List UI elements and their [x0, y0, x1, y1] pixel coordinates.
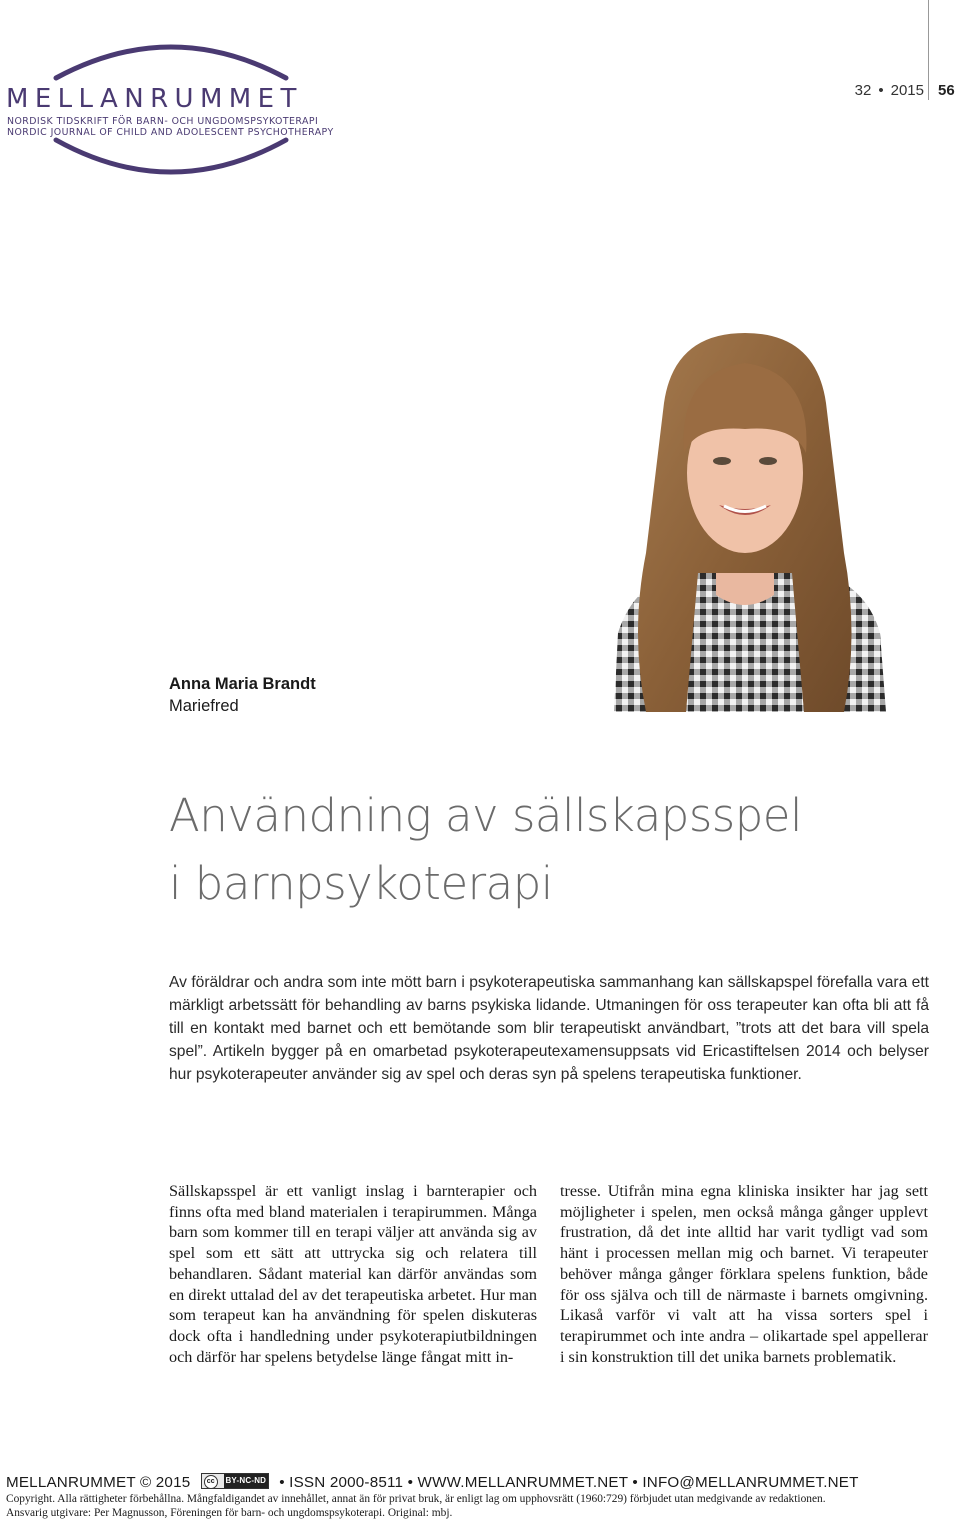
- header-divider: [928, 0, 929, 100]
- footer-bullet: •: [407, 1474, 414, 1491]
- copyright-notice: Copyright. Alla rättigheter förbehållna. Mångfaldigandet av innehållet, annat än för privat bruk, är enligt lag om upphovsrätt (1960:729) förbjudet utan medgivande av redaktionen.: [6, 1493, 826, 1505]
- author-photo: [604, 333, 886, 712]
- article-title-line1: Användning av sällskapsspel: [169, 789, 802, 842]
- cc-license-badge-icon: [201, 1473, 269, 1489]
- email-link[interactable]: INFO@MELLANRUMMET.NET: [642, 1474, 859, 1491]
- journal-subtitle-english: NORDIC JOURNAL OF CHILD AND ADOLESCENT PSYCHOTHERAPY: [7, 127, 334, 138]
- article-title: [169, 782, 889, 918]
- copyright-icon: ©: [139, 1474, 152, 1491]
- author-location: Mariefred: [169, 697, 239, 715]
- footer-info-line: [6, 1473, 859, 1491]
- footer-bullet: •: [632, 1474, 638, 1491]
- cc-license-label: BY-NC-ND: [224, 1474, 268, 1488]
- issue-number: 32: [854, 82, 872, 99]
- footer-year: 2015: [155, 1474, 191, 1491]
- footer-journal-name: MELLANRUMMET: [6, 1474, 136, 1491]
- article-abstract: Av föräldrar och andra som inte mött barn i psykoterapeutiska sammanhang kan sällskapspel förefalla vara ett märkligt arbetssätt för behandling av barns psykiska lidande. Utmaningen för oss terapeuter kan ofta bli att få till en kontakt med barnet och ett bemötande som blir terapeutiskt användbart, ”trots att det bara vill spela spel”. Artikeln bygger på en omarbetad psykoterapeutexamensuppsats vid Ericastiftelsen 2014 och belyser hur psykoterapeuter använder sig av spel och deras syn på spelens terapeutiska funktioner.: [169, 974, 929, 1083]
- author-name: Anna Maria Brandt: [169, 675, 316, 693]
- responsible-publisher: Ansvarig utgivare: Per Magnusson, Föreningen för barn- och ungdomspsykoterapi. Original: mbj.: [6, 1507, 453, 1519]
- footer-bullet: •: [279, 1474, 285, 1491]
- journal-subtitle-swedish: NORDISK TIDSKRIFT FÖR BARN- OCH UNGDOMSPSYKOTERAPI: [7, 116, 319, 127]
- website-link[interactable]: WWW.MELLANRUMMET.NET: [417, 1474, 628, 1491]
- body-column-left: Sällskapsspel är ett vanligt inslag i barnterapier och finns ofta med bland materialen i terapirummen. Många barn som kommer till en terapi väljer att använda sig av spel som ett sätt att uttrycka sig och relatera till behandlaren. Sådant material kan därför användas som en direkt uttalad del av det terapeutiska arbetet. Hur man som terapeut kan ha användning för spelen diskuteras dock ofta i handledning under psykoterapiutbildningen och därför har spelens betydelse länge fångat mitt in-: [169, 1182, 537, 1366]
- body-column-right: tresse. Utifrån mina egna kliniska insikter har jag sett möjligheter i spelen, men också många gånger upplevt frustration, då det inte alltid har varit tydligt vad som hänt i processen mellan mig och barnet. Vi terapeuter behöver många gånger förklara spelens funktion, både för oss själva och till de närmaste i barnets omgivning. Likaså varför vi valt att ha vissa sorters spel i terapirummet och inte andra – olikartade spel appellerar i sin konstruktion till det unika barnets problematik.: [560, 1182, 928, 1366]
- article-title-line2: i barnpsykoterapi: [169, 857, 553, 910]
- issue-year: 2015: [890, 82, 924, 99]
- page-number: 56: [938, 82, 955, 99]
- issn-label: ISSN: [289, 1474, 326, 1491]
- issue-separator: •: [878, 82, 884, 99]
- journal-name: MELLANRUMMET: [6, 84, 303, 114]
- issn-number: 2000-8511: [329, 1474, 404, 1491]
- cc-logo-icon: cc: [204, 1475, 218, 1489]
- issue-info: [855, 82, 924, 99]
- journal-logo: [4, 36, 338, 176]
